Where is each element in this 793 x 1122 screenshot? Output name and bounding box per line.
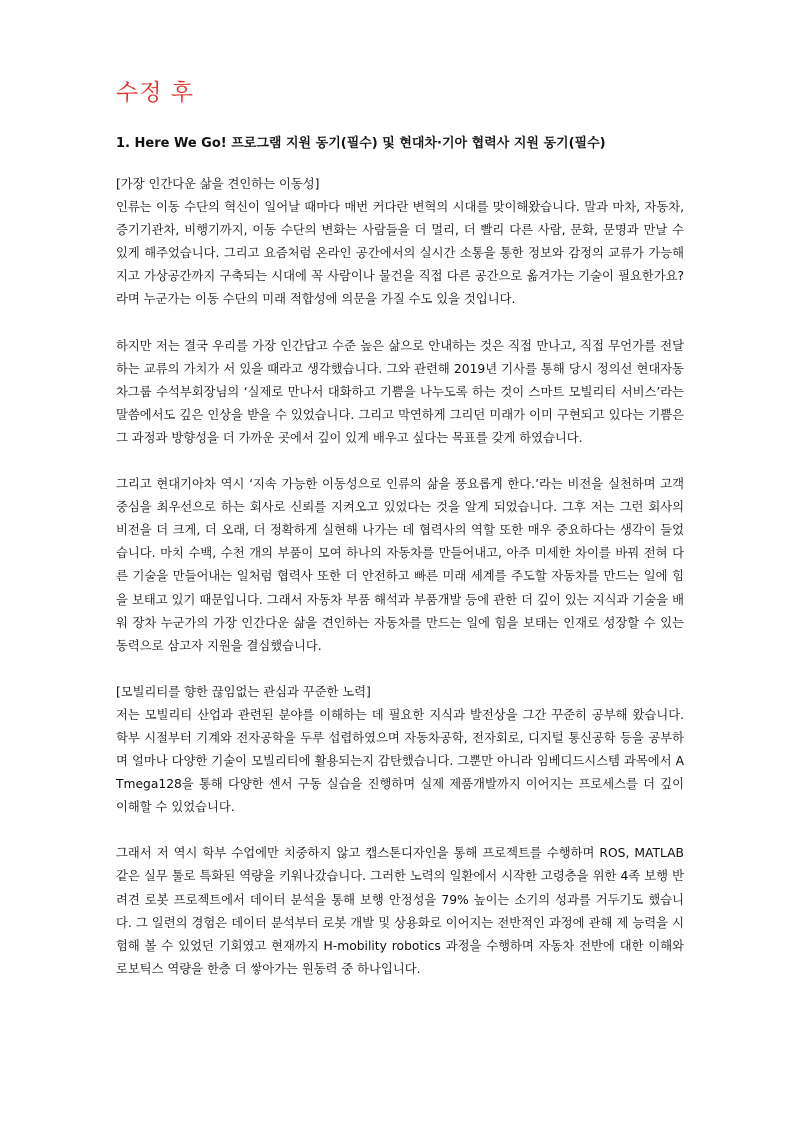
section-title: 1. Here We Go! 프로그램 지원 동기(필수) 및 현대차·기아 협력사 지원 동기(필수) <box>116 136 606 151</box>
paragraph-3: 그리고 현대기아차 역시 ‘지속 가능한 이동성으로 인류의 삶을 풍요롭게 한다.’라는 비전을 실천하며 고객 중심을 최우선으로 하는 회사로 신뢰를 지켜오고 있었다는 것을 알게 되었습니다. 그후 저는 그런 회사의 비전을 더 크게, 더 오래, 더 정확하게 실현해 나가는 데 협력사의 역할 또한 매우 중요하다는 생각이 들었습니다. 마치 수백, 수천 개의 부품이 모여 하나의 자동차를 만들어내고, 아주 미세한 차이를 바꿔 전혀 다른 기술을 만들어내는 일처럼 협력사 또한 더 안전하고 빠른 미래 세계를 주도할 자동차를 만드는 일에 힘을 보태고 있기 때문입니다. 그래서 자동차 부품 해석과 부품개발 등에 관한 더 깊이 있는 지식과 기술을 배워 장차 누군가의 가장 인간다운 삶을 견인하는 자동차를 만드는 일에 힘을 보태는 인재로 성장할 수 있는 동력으로 삼고자 지원을 결심했습니다. <box>116 477 684 653</box>
subsection-title-mobility: [가장 인간다운 삶을 견인하는 이동성] <box>116 177 320 191</box>
subsection-title-effort: [모빌리티를 향한 끊임없는 관심과 꾸준한 노력] <box>116 684 371 699</box>
document-body <box>116 173 684 981</box>
page-heading: 수정 후 <box>116 80 194 106</box>
paragraph-5: 그래서 저 역시 학부 수업에만 치중하지 않고 캡스톤디자인을 통해 프로젝트를 수행하며 ROS, MATLAB 같은 실무 툴로 특화된 역량을 키워나갔습니다. 그러한 노력의 일환에서 시작한 고령층을 위한 4족 보행 반려견 로봇 프로젝트에서 데이터 분석을 통해 보행 안정성을 79% 높이는 소기의 성과를 거두기도 했습니다. 그 일련의 경험은 데이터 분석부터 로봇 개발 및 상용화로 이어지는 전반적인 과정에 관해 제 능력을 시험해 볼 수 있었던 기회였고 현재까지 H-mobility robotics 과정을 수행하며 자동차 전반에 대한 이해와 로보틱스 역량을 한층 더 쌓아가는 원동력 중 하나입니다. <box>116 846 684 976</box>
paragraph-4: 저는 모빌리티 산업과 관련된 분야를 이해하는 데 필요한 지식과 발전상을 그간 꾸준히 공부해 왔습니다. 학부 시절부터 기계와 전자공학을 두루 섭렵하였으며 자동차공학, 전자회로, 디지털 통신공학 등을 공부하며 얼마나 다양한 기술이 모빌리티에 활용되는지 감탄했습니다. 그뿐만 아니라 임베디드시스템 과목에서 ATmega128을 통해 다양한 센서 구동 실습을 진행하며 실제 제품개발까지 이어지는 프로세스를 더 깊이 이해할 수 있었습니다. <box>116 707 684 815</box>
paragraph-1: 인류는 이동 수단의 혁신이 일어날 때마다 매번 커다란 변혁의 시대를 맞이해왔습니다. 말과 마차, 자동차, 증기기관차, 비행기까지, 이동 수단의 변화는 사람들을 더 멀리, 더 빨리 다른 사람, 문화, 문명과 만날 수 있게 해주었습니다. 그리고 요즘처럼 온라인 공간에서의 실시간 소통을 통한 정보와 감정의 교류가 가능해지고 가상공간까지 구축되는 시대에 꼭 사람이나 물건을 직접 다른 공간으로 옮겨가는 기술이 필요한가요? 라며 누군가는 이동 수단의 미래 적합성에 의문을 가질 수도 있을 것입니다. <box>116 200 684 307</box>
paragraph-2: 하지만 저는 결국 우리를 가장 인간답고 수준 높은 삶으로 안내하는 것은 직접 만나고, 직접 무언가를 전달하는 교류의 가치가 서 있을 때라고 생각했습니다. 그와 관련해 2019년 기사를 통해 당시 정의선 현대자동차그룹 수석부회장님의 ‘실제로 만나서 대화하고 기쁨을 나누도록 하는 것이 스마트 모빌리티 서비스’라는 말씀에서도 깊은 인상을 받을 수 있었습니다. 그리고 막연하게 그리던 미래가 이미 구현되고 있다는 기쁨은 그 과정과 방향성을 더 가까운 곳에서 깊이 있게 배우고 싶다는 목표를 갖게 하였습니다. <box>116 338 684 445</box>
